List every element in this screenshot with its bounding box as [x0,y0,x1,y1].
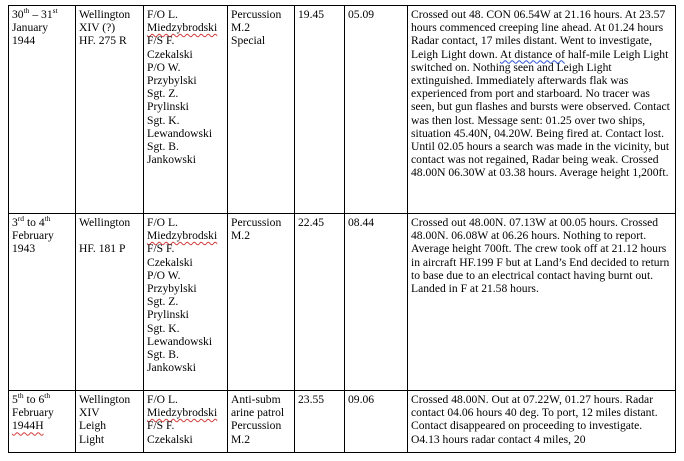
spellcheck-flagged-word: Miedzybrodski [147,229,218,243]
time-up-cell: 23.55 [295,391,345,453]
time-down-cell: 05.09 [345,6,408,214]
spellcheck-flagged-word: 1944H [12,419,44,433]
time-down-cell: 08.44 [345,214,408,391]
time-down-cell: 09.06 [345,391,408,453]
spellcheck-flagged-word: Miedzybrodski [147,406,218,420]
table-row [9,214,676,391]
details-cell: Crossed 48.00N. Out at 07.22W, 01.27 hours. Radar contact 04.06 hours 40 deg. To port, 12 miles distant. Contact disappeared on proceeding to investigate. O4.13 hours radar contact 4 miles, 20 [408,391,676,453]
table-row [9,391,676,453]
details-cell: Crossed out 48. CON 06.54W at 21.16 hours. At 23.57 hours commenced creeping line ahead. At 01.24 hours Radar contact, 17 miles distant. Went to investigate, Leigh Light down. At distance of half-mile Leigh Light switched on. Nothing seen and Leigh Light extinguished. Immediately afterwards flak was experienced from port and starboard. No tracer was seen, but gun flashes and bursts were observed. Contact was then lost. Message sent: 01.25 over two ships, situation 45.40N, 04.20W. Being fired at. Contact lost. Until 02.05 hours a search was made in the vicinity, but contact was not regained, Radar being weak. Crossed 48.00N 06.30W at 03.38 hours. Average height 1,200ft. [408,6,676,214]
aircraft-cell: Wellington XIV Leigh Light [76,391,144,453]
table-row [9,6,676,214]
crew-cell: F/O L. Miedzybrodski F/S F. Czekalski P/O W. Przybylski Sgt. Z. Prylinski Sgt. K. Lewandowski Sgt. B. Jankowski [144,6,228,214]
date-cell: 30th – 31st January 1944 [9,6,76,214]
operations-record-table [8,5,676,453]
aircraft-cell: Wellington HF. 181 P [76,214,144,391]
crew-cell: F/O L. Miedzybrodski F/S F. Czekalski [144,391,228,453]
details-cell: Crossed out 48.00N. 07.13W at 00.05 hours. Crossed 48.00N. 06.08W at 06.26 hours. Nothing to report. Average height 700ft. The crew took off at 21.12 hours in aircraft HF.199 F but at Land’s End decided to return to base due to an electrical contact having burnt out. Landed in F at 21.58 hours. [408,214,676,391]
grammar-flagged-phrase: At distance of [499,47,565,61]
aircraft-cell: Wellington XIV (?) HF. 275 R [76,6,144,214]
time-up-cell: 22.45 [295,214,345,391]
crew-cell: F/O L. Miedzybrodski F/S F. Czekalski P/O W. Przybylski Sgt. Z. Prylinski Sgt. K. Lewandowski Sgt. B. Jankowski [144,214,228,391]
duty-cell: Anti-subm arine patrol Percussion M.2 [228,391,295,453]
date-cell: 3rd to 4th February 1943 [9,214,76,391]
spellcheck-flagged-word: Miedzybrodski [147,21,218,35]
duty-cell: Percussion M.2 [228,214,295,391]
time-up-cell: 19.45 [295,6,345,214]
duty-cell: Percussion M.2 Special [228,6,295,214]
date-cell: 5th to 6th February 1944H [9,391,76,453]
